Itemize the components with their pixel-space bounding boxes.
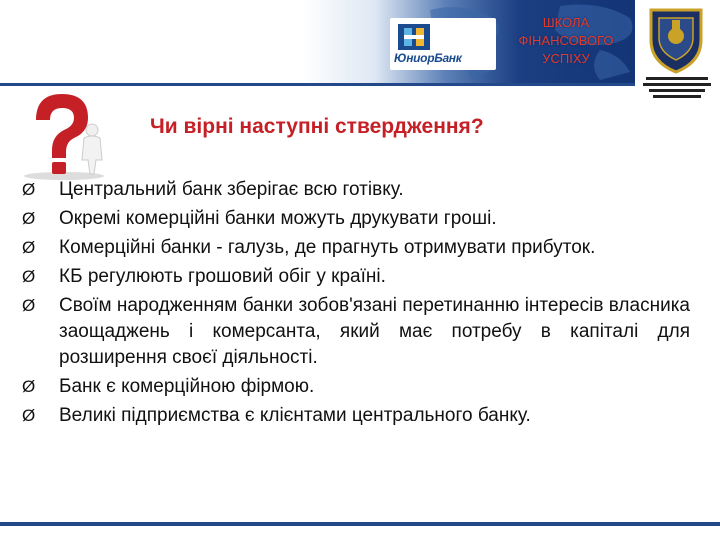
list-item-text: Комерційні банки - галузь, де прагнуть отримувати прибуток.: [59, 237, 596, 258]
bank-name: ЮниорБанк: [394, 51, 462, 65]
list-item: [22, 374, 690, 400]
bullet-arrow-icon: Ø: [22, 180, 36, 199]
slide-header: [0, 0, 720, 83]
bullet-arrow-icon: Ø: [22, 209, 36, 228]
statement-list: [22, 177, 690, 432]
list-item-text: Окремі комерційні банки можуть друкувати гроші.: [59, 208, 497, 229]
school-line-3: УСПІХУ: [542, 51, 590, 66]
bank-logo-icon: [398, 24, 430, 50]
university-crest-icon: [645, 6, 707, 74]
bullet-arrow-icon: Ø: [22, 377, 36, 396]
bank-logo: [390, 18, 496, 70]
list-item-text: КБ регулюють грошовий обіг у країні.: [59, 266, 386, 287]
school-line-1: ШКОЛА: [542, 15, 590, 30]
footer-divider: [0, 522, 720, 526]
bullet-arrow-icon: Ø: [22, 296, 36, 315]
list-item: [22, 206, 690, 232]
school-line-2: ФІНАНСОВОГО: [518, 33, 614, 48]
list-item: [22, 264, 690, 290]
list-item: [22, 293, 690, 371]
question-mark-figure-icon: [18, 90, 110, 180]
list-item: [22, 403, 690, 429]
list-item: [22, 235, 690, 261]
list-item-text: Центральний банк зберігає всю готівку.: [59, 179, 404, 200]
university-name-lines: [641, 74, 713, 98]
bullet-arrow-icon: Ø: [22, 267, 36, 286]
header-divider: [0, 83, 720, 86]
university-logo: [635, 0, 720, 106]
list-item-text: Банк є комерційною фірмою.: [59, 376, 315, 397]
bullet-arrow-icon: Ø: [22, 238, 36, 257]
list-item-text: Великі підприємства є клієнтами центрального банку.: [59, 405, 531, 426]
bullet-arrow-icon: Ø: [22, 406, 36, 425]
school-title: [498, 14, 634, 68]
slide-title: Чи вірні наступні ствердження?: [150, 115, 484, 138]
list-item: [22, 177, 690, 203]
list-item-text: Своїм народженням банки зобов'язані перетинанню інтересів власника заощаджень і комерсанта, який має потребу в капіталі для розширення своєї діяльності.: [59, 295, 690, 368]
